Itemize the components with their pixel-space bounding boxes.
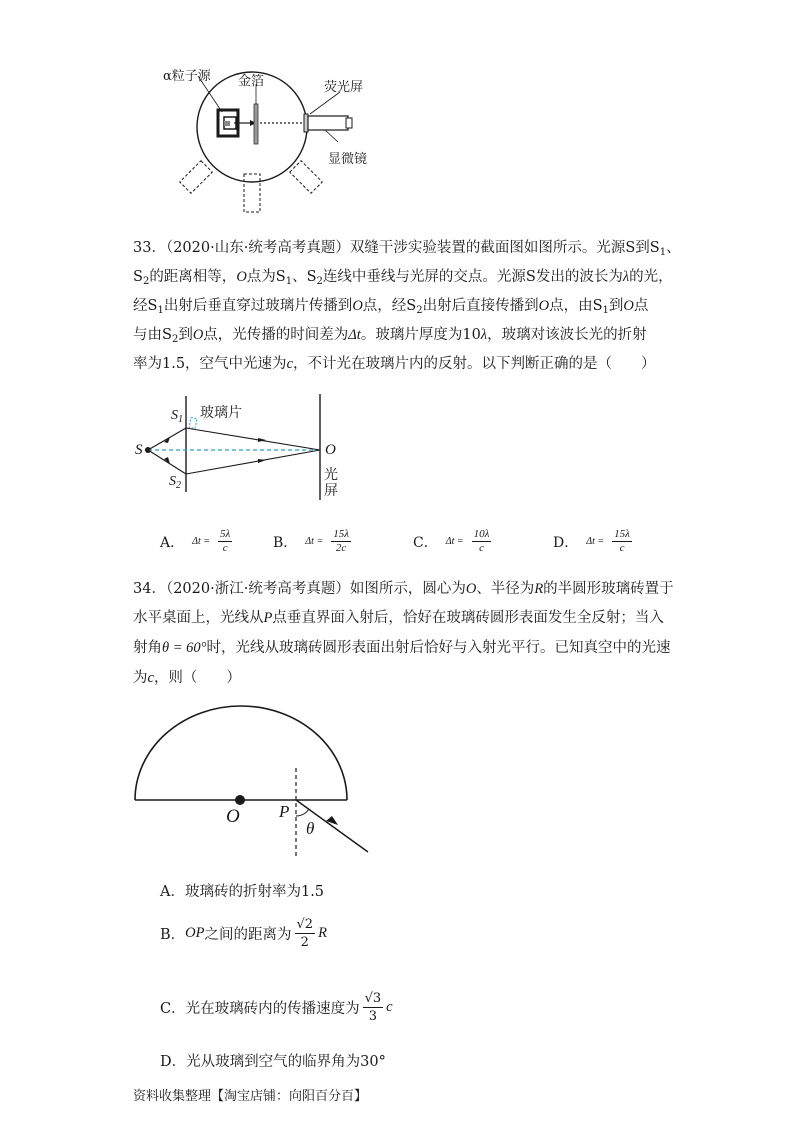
label-alpha-source: α粒子源 [163,69,211,84]
label-glass: 玻璃片 [200,405,242,421]
label-P: P [279,802,290,821]
footer-text: 资料收集整理【淘宝店铺：向阳百分百】 [133,1089,368,1104]
label-S: S [135,442,143,458]
q33-line1: 33．（2020·山东·统考高考真题）双缝干涉实验装置的截面图如图所示。光源S到$S_1$、 [133,240,681,258]
fluorescent-screen [304,114,308,132]
gold-foil [254,104,258,144]
label-theta: θ [306,819,315,838]
q34-option-C[interactable]: C．光在玻璃砖内的传播速度为 $\frac{√3}{3}$ c [160,991,393,1024]
q34-option-A[interactable]: A．玻璃砖的折射率为1.5 [160,884,325,900]
q34-line1: 34．（2020·浙江·统考高考真题）如图所示，圆心为O、半径为R的半圆形玻璃砖置于 [133,581,674,597]
q34-line2: 水平桌面上，光线从P点垂直界面入射后，恰好在玻璃砖圆形表面发生全反射；当入 [133,610,664,626]
q34-option-D[interactable]: D．光从玻璃到空气的临界角为30° [160,1054,386,1070]
center-point [235,795,245,805]
q33-line4: 与由$S_2$到O点，光传播的时间差为Δt。玻璃片厚度为10λ，玻璃对该波长光的折射 [133,327,647,345]
label-S1: $S_1$ [171,408,183,425]
q33-option-C[interactable]: C． Δt = $\frac{10\lambda}{c}$ [413,528,490,554]
semicircle-figure [130,700,380,860]
q33-line5: 率为1.5，空气中光速为c，不计光在玻璃片内的反射。以下判断正确的是（ ） [133,356,656,372]
q33-option-D[interactable]: D． Δt = $\frac{15\lambda}{c}$ [553,528,630,554]
label-O: O [325,442,336,458]
label-screen-vertical: 光 屏 [324,467,338,499]
label-microscope: 显微镜 [328,152,368,167]
q34-option-B[interactable]: B． OP 之间的距离为 $\frac{√2}{2}$ R [160,917,327,950]
semicircle-arc [135,706,347,800]
q34-line4: 为c，则（ ） [133,670,241,686]
microscope [308,116,348,130]
q33-line3: 经$S_1$出射后垂直穿过玻璃片传播到O点，经$S_2$出射后直接传播到O点，由$S_1$到O点 [133,298,649,316]
q33-line2: $S_2$的距离相等，O点为$S_1$、$S_2$连线中垂线与光屏的交点。光源S发出的波长为λ的光， [133,269,673,287]
label-gold-foil: 金箔 [238,74,265,89]
q34-line3: 射角θ = 60°时，光线从玻璃砖圆形表面出射后恰好与入射光平行。已知真空中的光速 [133,640,671,656]
q33-option-B[interactable]: B． Δt = $\frac{15\lambda}{2c}$ [273,528,349,554]
label-O-34: O [226,806,240,827]
q33-option-A[interactable]: A． Δt = $\frac{5\lambda}{c}$ [160,528,231,554]
label-screen: 荧光屏 [324,80,364,95]
label-S2: $S_2$ [169,474,181,491]
glass-plate [189,418,197,429]
